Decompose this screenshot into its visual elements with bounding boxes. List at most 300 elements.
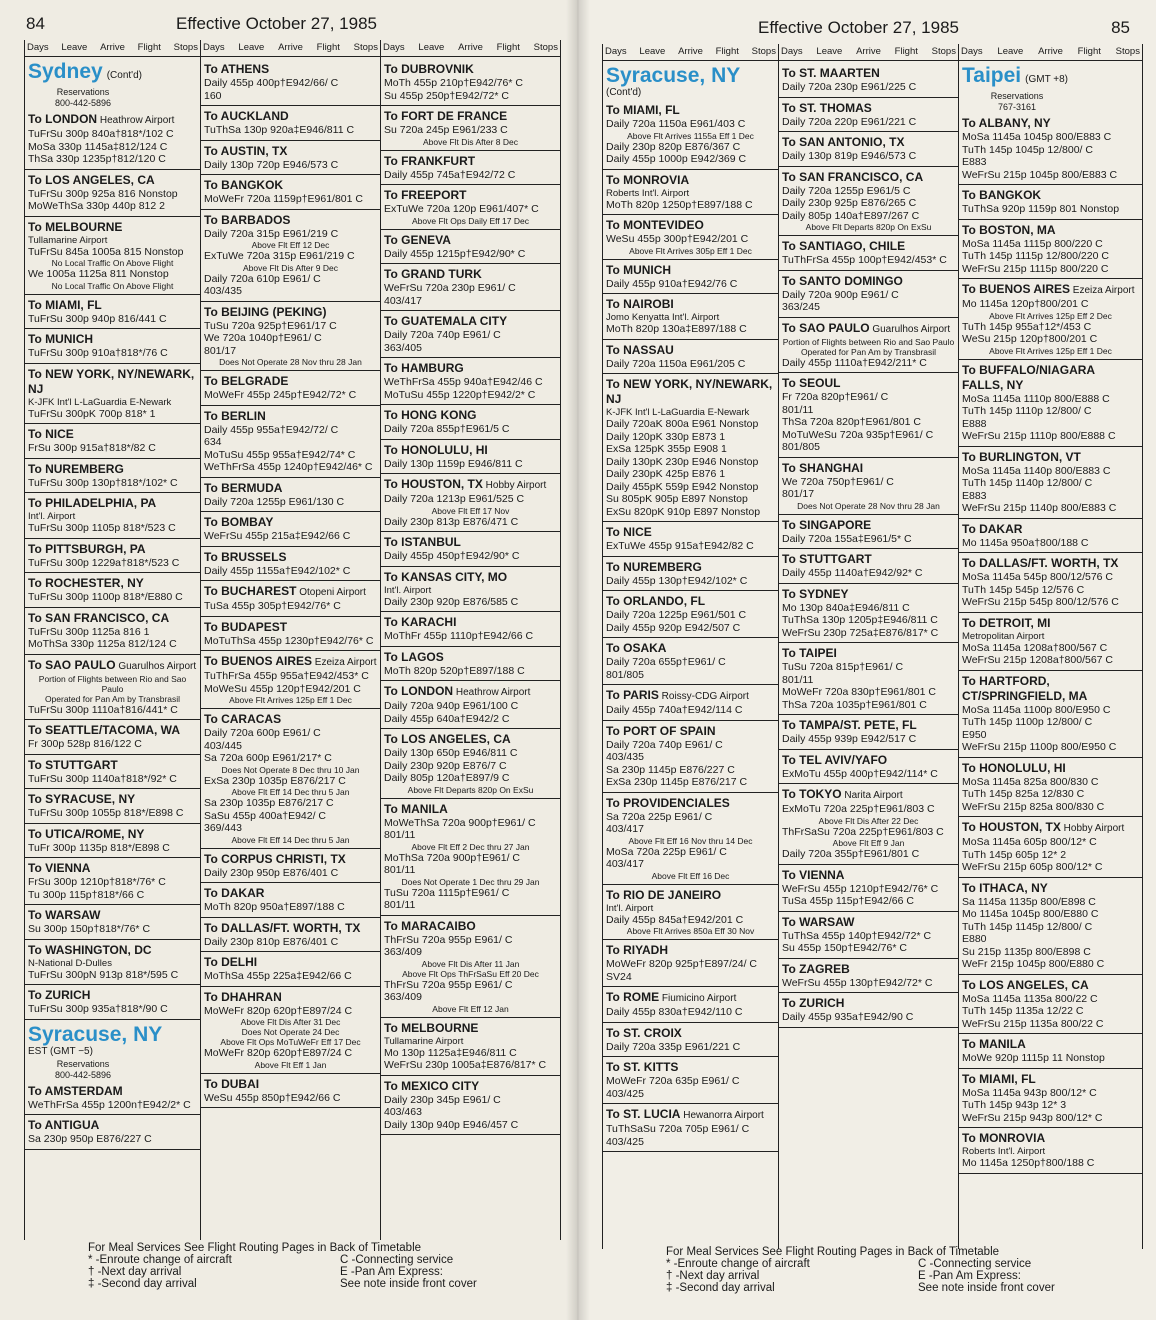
legend-next-day: † -Next day arrival <box>666 1270 760 1282</box>
flight-row: 801/17 <box>782 488 815 500</box>
destination-title <box>384 919 557 934</box>
destination-name: To BANGKOK <box>204 178 284 192</box>
destination-title <box>28 611 197 626</box>
destination-block <box>25 493 200 539</box>
destination-block <box>381 729 560 799</box>
destination-block <box>779 167 958 237</box>
meal-note: For Meal Services See Flight Routing Pages in Back of Timetable <box>666 1246 1000 1258</box>
flight-row: ExSu 820pK 910p E897 Nonstop <box>606 505 761 518</box>
destination-block <box>779 715 958 750</box>
destination-name: To BOSTON, MA <box>962 222 1056 237</box>
destination-block <box>25 655 200 721</box>
destination-title <box>28 332 197 347</box>
destination-title <box>606 888 775 903</box>
destination-name: To CARACAS <box>204 712 282 726</box>
legend-express: E -Pan Am Express: <box>918 1270 1021 1282</box>
airport-note: Ezeiza Airport <box>1070 285 1135 296</box>
legend-next-day: † -Next day arrival <box>88 1266 182 1278</box>
origin-city-name: Syracuse, NY <box>606 64 741 87</box>
service-note: Above Flt Ops ThFrSaSu Eff 20 Dec <box>402 968 539 979</box>
column-header-label: Arrive <box>278 42 303 53</box>
legend-connecting: C -Connecting service <box>918 1258 1032 1270</box>
column <box>779 44 959 1249</box>
flight-row: E950 <box>962 728 987 741</box>
destination-title <box>28 496 197 511</box>
page-number: 85 <box>1111 18 1130 37</box>
destination-block <box>25 217 200 295</box>
destination-name: To MANILA <box>384 801 448 816</box>
flight-row: Daily 230p 950p E876/401 C <box>204 866 339 879</box>
column-header-label: Flight <box>137 42 161 53</box>
destination-block <box>201 883 380 918</box>
origin-city-name: Syracuse, NY <box>28 1022 163 1046</box>
service-note: Above Flt Arrives 125p Eff 2 Dec <box>989 310 1112 321</box>
destination-title <box>782 996 955 1011</box>
flight-row: TuSu 720a 925p†E961/17 C <box>204 319 337 332</box>
destination-name: To PARIS <box>606 688 659 702</box>
destination-name: To NICE <box>606 525 652 539</box>
destination-name: To NUREMBERG <box>606 559 702 574</box>
flight-row: E883 <box>962 489 987 502</box>
destination-block <box>603 1023 778 1058</box>
destination-block <box>381 681 560 729</box>
column-header-label: Days <box>27 42 49 53</box>
destination-name: To ZAGREB <box>782 961 850 976</box>
service-note: Above Flt Arrives 1155a Eff 1 Dec <box>627 130 754 141</box>
destination-title <box>204 886 377 901</box>
destination-block <box>779 271 958 318</box>
destination-block <box>25 424 200 459</box>
destination-title <box>962 881 1139 896</box>
flight-row: MoThSa 720a 900p†E961/ C <box>384 851 521 864</box>
service-note: Above Flt Eff 1 Jan <box>254 1059 327 1070</box>
destination-title <box>204 481 377 496</box>
flight-row: ExTuWe 720a 120p E961/407* C <box>384 203 539 215</box>
flight-row: MoSa 720a 225p E961/ C <box>606 845 727 858</box>
airport-note: Guarulhos Airport <box>869 323 951 335</box>
flight-row: WeFrSu 455p 215a‡E942/66 C <box>204 530 351 542</box>
destination-block <box>381 311 560 358</box>
flight-row: MoTuSu 455p 1220p†E942/2* C <box>384 388 536 401</box>
destination-block <box>603 987 778 1023</box>
destination-name: To SAO PAULO <box>782 320 870 335</box>
destination-title <box>962 188 1139 203</box>
destination-block <box>25 824 200 859</box>
column-header-label: Arrive <box>1038 46 1063 57</box>
flight-row: TuTh 145p 1140p 12/800/ C <box>962 477 1093 489</box>
flight-row: TuTh 145p 1045p 12/800/ C <box>962 143 1093 156</box>
flight-row: 403/463 <box>384 1106 422 1118</box>
destination-name: To WARSAW <box>782 914 855 929</box>
flight-row: Daily 455p 910a†E942/76 C <box>606 277 738 290</box>
destination-title <box>606 641 775 656</box>
destination-block <box>381 567 560 613</box>
destination-name: To FREEPORT <box>384 188 467 202</box>
flight-row: WeSu 455p 300p†E942/201 C <box>606 233 749 245</box>
flight-row: MoTh 820p 950a†E897/188 C <box>204 901 345 913</box>
destination-title <box>962 282 1139 298</box>
destination-title <box>962 556 1139 571</box>
destination-block <box>959 553 1142 613</box>
destination-block <box>25 1081 200 1116</box>
destination-name: To SYRACUSE, NY <box>28 792 136 806</box>
destination-title <box>606 173 775 188</box>
airport-note: Roissy-CDG Airport <box>658 691 749 702</box>
destination-title <box>962 116 1139 131</box>
destination-name: To MONROVIA <box>606 172 690 187</box>
flight-row: WeFrSu 455p 130p†E942/72* C <box>782 976 933 989</box>
destination-block <box>603 685 778 721</box>
flight-row: MoWeFr 820p 620p†E897/24 C <box>204 1004 353 1017</box>
flight-row: Tu 300p 115p†818*/66 C <box>28 888 145 901</box>
flight-row: MoSa 330p 1145a‡812/124 C <box>28 140 168 153</box>
service-note: Above Flt Dis After 31 Dec <box>240 1017 341 1027</box>
flight-row: Daily 720a 1255p E961/5 C <box>782 184 911 197</box>
flight-row: Daily 455p 130p†E942/102* C <box>606 574 748 587</box>
destination-title <box>384 535 557 550</box>
destination-name: To ZURICH <box>782 996 845 1010</box>
destination-name: To SHANGHAI <box>782 460 864 475</box>
column-header-label: Stops <box>173 42 198 53</box>
destination-block <box>779 912 958 959</box>
destination-title <box>28 758 197 773</box>
flight-row: Sa 230p 950p E876/227 C <box>28 1133 152 1145</box>
flight-row: We 720a 1040p†E961/ C <box>204 332 322 344</box>
destination-title <box>606 560 775 575</box>
destination-name: To HONG KONG <box>384 408 477 422</box>
flight-row: MoSa 1145a 943p 800/12* C <box>962 1086 1097 1099</box>
flight-row: ExTuWe 455p 915a†E942/82 C <box>606 540 754 552</box>
airport-subtitle: Int'l. Airport <box>384 584 432 596</box>
destination-block <box>603 215 778 260</box>
flight-row: Daily 455p 400p†E942/66/ C <box>204 77 339 89</box>
destination-name: To BOMBAY <box>204 515 274 529</box>
flight-row: TuThSa 455p 140p†E942/72* C <box>782 929 932 942</box>
flight-row: Daily 720aK 800a E961 Nonstop <box>606 418 759 430</box>
destination-block <box>959 220 1142 280</box>
flight-row: 801/805 <box>606 668 644 681</box>
destination-block <box>779 750 958 785</box>
destination-block <box>201 547 380 582</box>
destination-block <box>201 512 380 547</box>
flight-row: ExMoTu 455p 400p†E942/114* C <box>782 767 938 780</box>
destination-block <box>959 613 1142 671</box>
destination-title <box>962 1131 1139 1146</box>
service-note: Above Flt Departs 820p On ExSu <box>407 784 534 795</box>
service-note: No Local Traffic On Above Flight <box>51 280 174 291</box>
page-number: 84 <box>26 14 45 33</box>
flight-row: WeThFrSa 455p 1200n†E942/2* C <box>28 1098 191 1111</box>
origin-city-title <box>606 65 775 87</box>
flight-row: Daily 720a 900p E961/ C <box>782 288 899 301</box>
destination-title <box>962 363 1139 393</box>
flight-row: Sa 720a 600p E961/217* C <box>204 752 332 764</box>
flight-row: MoWeFr 720a 635p E961/ C <box>606 1075 740 1087</box>
destination-name: To BUENOS AIRES <box>204 654 313 668</box>
flight-row: 801/11 <box>384 864 416 876</box>
destination-name: To PITTSBURGH, PA <box>28 541 146 556</box>
destination-name: To ATHENS <box>204 62 270 76</box>
flight-row: Sa 230p 1145p E876/227 C <box>606 763 735 776</box>
destination-name: To SEOUL <box>782 376 841 390</box>
flight-row: Su 720a 245p E961/233 C <box>384 124 508 136</box>
destination-title <box>384 267 557 282</box>
destination-title <box>28 827 197 842</box>
flight-row: TuTh 145p 943p 12* 3 <box>962 1099 1067 1111</box>
destination-name: To BUENOS AIRES <box>962 282 1071 296</box>
destination-title <box>962 820 1139 836</box>
destination-name: To NAIROBI <box>606 297 674 311</box>
destination-title <box>204 654 377 670</box>
flight-row: Daily 720a 610p E961/ C <box>204 272 321 285</box>
flight-row: WeFr 215p 1045p 800/E880 C <box>962 958 1105 970</box>
column <box>25 40 201 1240</box>
destination-name: To KARACHI <box>384 615 457 629</box>
flight-row: TuThSa 920p 1159p 801 Nonstop <box>962 203 1120 215</box>
flight-row: WeFrSu 230p 1005a‡E876/817* C <box>384 1059 547 1071</box>
flight-row: TuFrSu 300p 910a†818*/76 C <box>28 347 168 359</box>
origin-city-subtitle: (GMT +8) <box>1025 74 1069 85</box>
flight-row: Daily 230p 810p E876/401 C <box>204 935 339 948</box>
airport-note: Ezeiza Airport <box>312 657 377 668</box>
destination-block <box>25 755 200 790</box>
destination-title <box>606 1026 775 1041</box>
flight-row: TuFrSu 300pN 913p 818*/595 C <box>28 968 179 981</box>
flight-row: MoTh 820p 130a‡E897/188 C <box>606 323 747 335</box>
destination-block <box>201 849 380 884</box>
airport-subtitle: Tullamarine Airport <box>28 234 108 246</box>
destination-block <box>603 638 778 685</box>
destination-block <box>25 109 200 170</box>
flight-row: 801/11 <box>384 829 416 841</box>
flight-row: Daily 720a 940p E961/100 C <box>384 700 519 712</box>
flight-row: Daily 120pK 330p E873 1 <box>606 430 726 443</box>
column-header-label: Leave <box>639 46 666 57</box>
destination-title <box>384 361 557 376</box>
destination-block <box>779 515 958 550</box>
destination-title <box>606 263 775 278</box>
destination-name: To LOS ANGELES, CA <box>962 977 1089 992</box>
destination-title <box>204 409 377 424</box>
destination-title <box>962 223 1139 238</box>
flight-row: Su 300p 150p†818*/76* C <box>28 923 151 935</box>
flight-row: ThSa 720a 820p†E961/801 C <box>782 416 921 428</box>
destination-title <box>28 658 197 674</box>
destination-title <box>606 218 775 233</box>
flight-row: TuTh 145p 1110p 12/800/ C <box>962 405 1092 417</box>
service-note: Above Flt Arrives 305p Eff 1 Dec <box>629 245 752 256</box>
flight-row: WeFrSu 215p 1115p 800/220 C <box>962 262 1109 275</box>
destination-block <box>381 106 560 151</box>
column-header-label: Flight <box>316 42 340 53</box>
destination-name: To NEW YORK, NY/NEWARK, NJ <box>606 377 773 406</box>
airport-subtitle: Metropolitan Airport <box>962 630 1045 642</box>
flight-row: Daily 455p 740a†E942/114 C <box>606 704 743 716</box>
service-note: Above Flt Departs 820p On ExSu <box>805 222 932 232</box>
destination-title <box>384 109 557 124</box>
legend-express: E -Pan Am Express: <box>340 1266 443 1278</box>
column-header <box>779 44 958 61</box>
destination-block <box>381 230 560 265</box>
flight-row: Daily 455p 640a†E942/2 C <box>384 712 510 725</box>
reservations-label: Reservations <box>56 1058 110 1069</box>
destination-block <box>779 549 958 584</box>
flight-row: MoWeFr 720a 830p†E961/801 C <box>782 686 936 698</box>
destination-title <box>782 170 955 185</box>
destination-block <box>603 1104 778 1152</box>
origin-city-title <box>28 61 197 87</box>
destination-name: To MIAMI, FL <box>962 1071 1036 1086</box>
destination-title <box>606 103 775 118</box>
flight-row: E880 <box>962 933 987 945</box>
flight-row: MoThSa 330p 1125a 812/124 C <box>28 638 177 650</box>
destination-block <box>779 98 958 133</box>
service-note: Does Not Operate 8 Dec thru 10 Jan <box>221 764 360 775</box>
flight-row: ExSa 230p 1145p E876/217 C <box>606 776 748 788</box>
flight-row: Su 455p 250p†E942/72* C <box>384 89 509 102</box>
flight-row: Daily 805p 120a†E897/9 C <box>384 772 510 784</box>
destination-name: To LOS ANGELES, CA <box>384 732 511 746</box>
column-header-label: Days <box>781 46 803 57</box>
reservations-phone: 767-3161 <box>997 102 1037 112</box>
flight-row: ExMoTu 720a 225p†E961/803 C <box>782 803 935 815</box>
destination-title <box>606 297 775 312</box>
destination-title <box>962 1072 1139 1087</box>
flight-row: TuFrSu 300p 1055p 818*/E898 C <box>28 807 184 819</box>
destination-name: To SYDNEY <box>782 586 849 601</box>
flight-row: TuSa 455p 305p†E942/76* C <box>204 600 341 612</box>
destination-title <box>384 650 557 665</box>
destination-title <box>606 1060 775 1075</box>
service-note: Operated for Pan Am by Transbrasil <box>44 693 181 704</box>
reservations-phone: 800-442-5896 <box>54 1069 112 1080</box>
destination-title <box>384 684 557 700</box>
airport-note: Heathrow Airport <box>453 687 531 698</box>
destination-block <box>779 63 958 98</box>
flight-row: WeThFrSa 455p 1240p†E942/46* C <box>204 461 373 473</box>
destination-title <box>782 587 955 602</box>
flight-row: ThSa 720a 1035p†E961/801 C <box>782 698 927 711</box>
reservations-label: Reservations <box>990 91 1044 101</box>
destination-block <box>201 952 380 987</box>
flight-row: E883 <box>962 156 987 168</box>
flight-row: TuSu 720a 1115p†E961/ C <box>384 886 510 899</box>
destination-title <box>606 525 775 540</box>
service-note: Above Flt Arrives 850a Eff 30 Nov <box>626 926 755 936</box>
destination-title <box>28 1084 197 1099</box>
destination-title <box>28 298 197 313</box>
airport-subtitle: Roberts Int'l. Airport <box>962 1146 1046 1157</box>
flight-row: TuSa 455p 115p†E942/66 C <box>782 895 914 907</box>
flight-row: Daily 230p 920p E876/585 C <box>384 595 519 608</box>
flight-row: MoTuSu 455p 955a†E942/74* C <box>204 448 356 461</box>
column-header <box>201 40 380 57</box>
destination-name: To STUTTGART <box>28 757 118 772</box>
destination-name: To MELBOURNE <box>28 219 123 234</box>
flight-row: Fr 720a 820p†E961/ C <box>782 391 889 403</box>
airport-subtitle: Int'l. Airport <box>606 902 654 914</box>
flight-row: Daily 455p 1000p E942/369 C <box>606 153 747 165</box>
destination-block <box>381 405 560 440</box>
flight-row: 801/11 <box>782 403 814 416</box>
destination-name: To DELHI <box>204 955 258 969</box>
destination-block <box>381 916 560 1018</box>
destination-title <box>204 178 377 193</box>
destination-block <box>25 1115 200 1150</box>
flight-row: 634 <box>204 436 222 448</box>
destination-title <box>204 1077 377 1092</box>
flight-row: TuThFrSa 455p 100p†E942/453* C <box>782 254 947 266</box>
airport-note: Narita Airport <box>841 790 903 801</box>
flight-row: Daily 720a 740p E961/ C <box>606 738 723 751</box>
reservations-phone: 800-442-5896 <box>54 98 112 108</box>
destination-title <box>606 724 775 739</box>
destination-block <box>779 865 958 912</box>
column-header-label: Arrive <box>458 42 483 53</box>
destination-block <box>779 236 958 271</box>
destination-block <box>381 1018 560 1076</box>
destination-title <box>384 154 557 169</box>
destination-block <box>959 113 1142 185</box>
flight-row: TuSu 720a 815p†E961/ C <box>782 661 904 673</box>
destination-block <box>381 799 560 916</box>
destination-block <box>25 329 200 364</box>
destination-name: To ST. LUCIA <box>606 1107 681 1121</box>
flight-row: Daily 455p 1140a†E942/92* C <box>782 567 923 579</box>
flight-row: ThFrSaSu 720a 225p†E961/803 C <box>782 825 944 838</box>
destination-name: To NUREMBERG <box>28 461 124 476</box>
destination-block <box>959 1069 1142 1129</box>
legend-enroute: * -Enroute change of aircraft <box>666 1258 810 1270</box>
flight-row: Daily 720a 335p E961/221 C <box>606 1040 741 1053</box>
column <box>201 40 381 1240</box>
flight-row: WeFrSu 215p 545p 800/12/576 C <box>962 596 1119 608</box>
flight-row: WeFrSu 215p 1045p 800/E883 C <box>962 168 1118 181</box>
destination-name: To HOUSTON, TX <box>962 820 1061 834</box>
destination-name: To MEXICO CITY <box>384 1078 480 1093</box>
destination-title <box>204 620 377 635</box>
legend-see-note: See note inside front cover <box>340 1278 477 1290</box>
column-header-label: Days <box>383 42 405 53</box>
airport-note: Hobby Airport <box>1060 823 1125 834</box>
flight-row: ExSa 125pK 355p E908 1 <box>606 443 727 455</box>
destination-block <box>25 858 200 905</box>
destination-block <box>959 447 1142 519</box>
destination-title <box>782 321 955 337</box>
flight-row: FrSu 300p 1210p†818*/76* C <box>28 876 166 888</box>
flight-row: Daily 130pK 230p E946 Nonstop <box>606 455 759 468</box>
origin-city-subtitle: (Cont'd) <box>106 70 142 81</box>
service-note: Above Flt Dis After 11 Jan <box>421 958 520 969</box>
destination-title <box>782 135 955 150</box>
service-note: Above Flt Eff 16 Nov thru 14 Dec <box>628 835 753 846</box>
destination-title <box>204 62 377 77</box>
flight-row: MoSa 1145a 825a 800/830 C <box>962 775 1099 788</box>
destination-block <box>381 358 560 405</box>
destination-title <box>28 1118 197 1133</box>
flight-row: 363/409 <box>384 946 422 958</box>
flight-row: TuTh 145p 1145p 12/800/ C <box>962 920 1093 933</box>
flight-row: 403/417 <box>606 858 644 870</box>
destination-block <box>201 175 380 210</box>
flight-row: TuFrSu 845a 1005a 815 Nonstop <box>28 245 184 258</box>
destination-title <box>28 367 197 397</box>
service-note: Above Flt Eff 2 Dec thru 27 Jan <box>411 841 530 852</box>
flight-row: MoThFr 455p 1110p†E942/66 C <box>384 630 534 642</box>
service-note: Above Flt Eff 12 Dec <box>251 240 330 250</box>
flight-row: Daily 720a 1150a E961/205 C <box>606 357 746 370</box>
destination-block <box>201 141 380 176</box>
